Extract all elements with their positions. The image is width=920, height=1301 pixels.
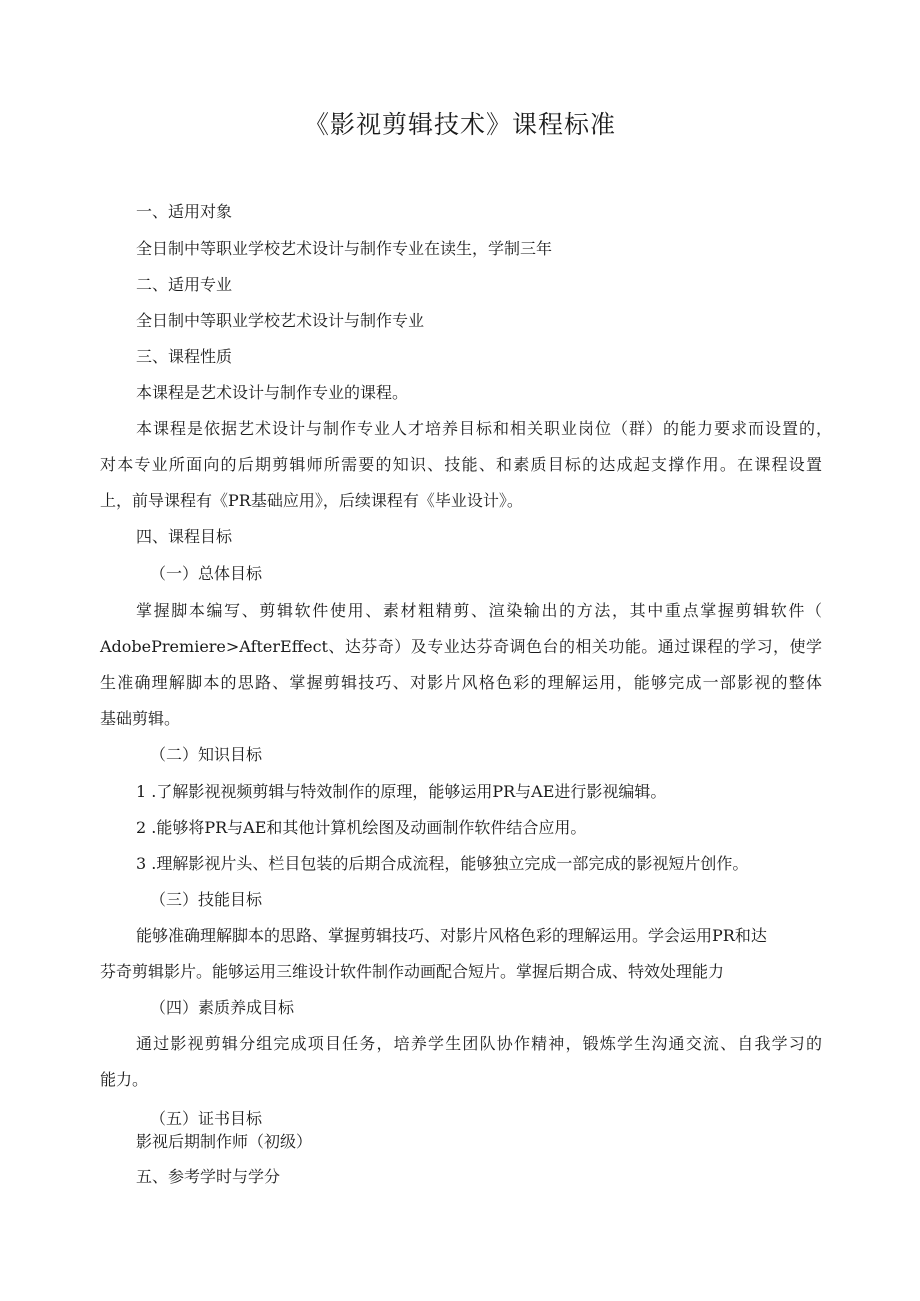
section-4-4-heading: （四）素质养成目标 (150, 998, 295, 1017)
section-4-2-item-2: 2 .能够将PR与AE和其他计算机绘图及动画制作软件结合应用。 (136, 818, 587, 837)
section-4-1-line-2: AdobePremiere>AfterEffect、达芬奇）及专业达芬奇调色台的相关功能。通过课程的学习，使学 (100, 637, 822, 656)
section-4-1-heading: （一）总体目标 (150, 564, 263, 583)
section-3-heading: 三、课程性质 (136, 347, 233, 366)
section-4-4-line-1: 通过影视剪辑分组完成项目任务，培养学生团队协作精神，锻炼学生沟通交流、自我学习的 (136, 1034, 822, 1053)
section-3-paragraph-2-line-3: 上，前导课程有《PR基础应用》，后续课程有《毕业设计》。 (100, 491, 523, 510)
section-4-5-heading: （五）证书目标 (150, 1109, 263, 1128)
section-2-heading: 二、适用专业 (136, 275, 233, 294)
section-4-1-line-4: 基础剪辑。 (100, 709, 181, 728)
section-4-5-body: 影视后期制作师（初级） (136, 1132, 313, 1151)
section-4-2-item-1: 1 .了解影视视频剪辑与特效制作的原理，能够运用PR与AE进行影视编辑。 (136, 782, 667, 801)
section-3-paragraph-2-line-1: 本课程是依据艺术设计与制作专业人才培养目标和相关职业岗位（群）的能力要求而设置的， (136, 419, 832, 438)
section-4-heading: 四、课程目标 (136, 527, 233, 546)
section-4-3-heading: （三）技能目标 (150, 890, 263, 909)
section-1-body: 全日制中等职业学校艺术设计与制作专业在读生，学制三年 (136, 239, 553, 258)
section-4-4-line-2: 能力。 (100, 1070, 149, 1089)
section-5-heading: 五、参考学时与学分 (136, 1167, 281, 1186)
section-2-body: 全日制中等职业学校艺术设计与制作专业 (136, 311, 425, 330)
section-4-1-line-3: 生准确理解脚本的思路、掌握剪辑技巧、对影片风格色彩的理解运用，能够完成一部影视的整体 (100, 673, 822, 692)
document-title: 《影视剪辑技术》课程标准 (303, 110, 616, 139)
section-3-paragraph-2-line-2: 对本专业所面向的后期剪辑师所需要的知识、技能、和素质目标的达成起支撑作用。在课程设置 (100, 455, 822, 474)
section-4-1-line-1: 掌握脚本编写、剪辑软件使用、素材粗精剪、渲染输出的方法，其中重点掌握剪辑软件（ (136, 601, 822, 620)
section-4-3-line-1: 能够准确理解脚本的思路、掌握剪辑技巧、对影片风格色彩的理解运用。学会运用PR和达 (136, 926, 767, 945)
section-4-2-item-3: 3 .理解影视片头、栏目包装的后期合成流程，能够独立完成一部完成的影视短片创作。 (136, 854, 749, 873)
section-4-3-line-2: 芬奇剪辑影片。能够运用三维设计软件制作动画配合短片。掌握后期合成、特效处理能力 (100, 962, 725, 981)
section-4-2-heading: （二）知识目标 (150, 745, 263, 764)
section-1-heading: 一、适用对象 (136, 202, 233, 221)
section-3-paragraph-1: 本课程是艺术设计与制作专业的课程。 (136, 383, 409, 402)
